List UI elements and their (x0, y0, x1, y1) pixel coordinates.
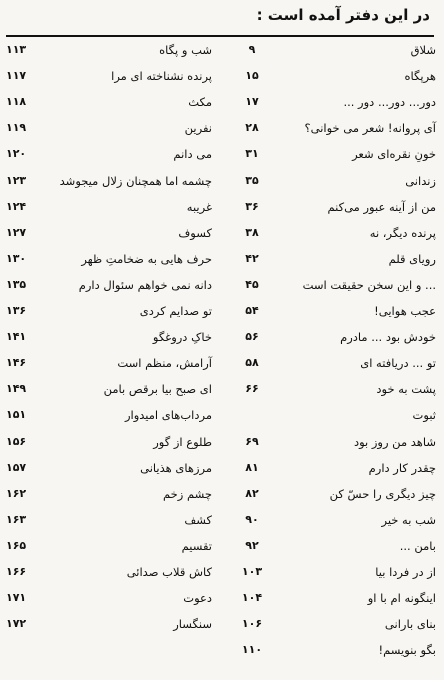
entry-title: ... و این سخن حقیقت است (302, 278, 436, 292)
entry-page-number: ۸۲ (245, 487, 259, 500)
entry-page-number: ۱۳۵ (6, 278, 27, 291)
entry-title: خونِ نقره‌ای شعر (352, 147, 436, 161)
entry-title: کاش قلاب صدائی (126, 565, 212, 579)
entry-title: تو صدایم کردی (139, 304, 212, 318)
entry-page-number: ۱۵۱ (6, 408, 27, 421)
entry-title: دعوت (183, 591, 212, 605)
contents-row (0, 116, 444, 140)
entry-title: ای صبح بیا برقص بامن (103, 382, 212, 396)
entry-title: بنای بارانی (384, 617, 436, 631)
entry-title: چشم زخم (163, 487, 212, 501)
contents-row (0, 403, 444, 427)
entry-page-number: ۱۲۷ (6, 226, 27, 239)
contents-row (0, 351, 444, 375)
entry-title: نفرین (184, 121, 212, 135)
entry-page-number: ۱۷۱ (6, 591, 27, 604)
entry-page-number: ۱۵۷ (6, 461, 27, 474)
entry-page-number: ۱۵۶ (6, 435, 27, 448)
entry-title: مرزهای هذیانی (140, 461, 212, 475)
entry-title: طلوع از گور (153, 435, 212, 449)
contents-row (0, 142, 444, 166)
entry-page-number: ۱۱۳ (6, 43, 27, 56)
entry-page-number: ۱۳۶ (6, 304, 27, 317)
page-title: در این دفتر آمده است : (256, 6, 430, 24)
entry-title: تقسیم (181, 539, 212, 553)
entry-title: من از آینه عبور می‌کنم (327, 200, 436, 214)
contents-row (0, 169, 444, 193)
contents-row (0, 64, 444, 88)
entry-title: آرامش، منظم است (117, 356, 212, 370)
entry-title: هرپگاه (404, 69, 436, 83)
entry-page-number: ۶۶ (245, 382, 259, 395)
entry-page-number: ۱۶۶ (6, 565, 27, 578)
entry-page-number: ۹۲ (245, 539, 259, 552)
contents-row (0, 534, 444, 558)
entry-page-number: ۱۰۴ (241, 591, 263, 604)
entry-title: ثبوت (412, 408, 436, 422)
entry-title: می دانم (173, 147, 212, 161)
entry-title: شب به خیر (381, 513, 436, 527)
contents-row (0, 482, 444, 506)
entry-page-number: ۶۹ (245, 435, 259, 448)
entry-title: پرنده نشناخته ای مرا (111, 69, 212, 83)
entry-title: شاهد من روز بود (353, 435, 436, 449)
entry-page-number: ۳۸ (245, 226, 259, 239)
contents-row (0, 586, 444, 610)
entry-page-number: ۹ (248, 43, 256, 56)
entry-title: بامن ... (399, 539, 436, 553)
entry-title: خودش بود ... مادرم (340, 330, 436, 344)
entry-page-number: ۵۴ (245, 304, 259, 317)
entry-page-number: ۱۱۷ (6, 69, 27, 82)
entry-page-number: ۱۷ (245, 95, 259, 108)
entry-title: مکث (188, 95, 212, 109)
entry-title: چقدر کار دارم (368, 461, 436, 475)
contents-row (0, 325, 444, 349)
contents-row (0, 612, 444, 636)
entry-title: کشف (184, 513, 212, 527)
contents-row (0, 560, 444, 584)
contents-row (0, 38, 444, 62)
entry-page-number: ۵۶ (245, 330, 259, 343)
entry-page-number: ۱۲۴ (6, 200, 27, 213)
entry-title: سنگسار (173, 617, 212, 631)
entry-title: رویای قلم (388, 252, 436, 266)
contents-row (0, 638, 444, 662)
entry-title: دانه نمی خواهم سئوال دارم (78, 278, 212, 292)
entry-page-number: ۱۴۹ (6, 382, 27, 395)
entry-title: حرف هایی به ضخامتِ ظهر (81, 252, 212, 266)
entry-page-number: ۱۱۹ (6, 121, 27, 134)
entry-title: شب و پگاه (159, 43, 212, 57)
entry-title: بگو بنویسم! (378, 643, 436, 657)
entry-page-number: ۳۵ (245, 174, 259, 187)
contents-row (0, 430, 444, 454)
entry-title: پشت به خود (376, 382, 436, 396)
entry-page-number: ۳۱ (245, 147, 259, 160)
contents-row (0, 247, 444, 271)
entry-title: خاکِ دروغگو (152, 330, 212, 344)
entry-page-number: ۴۲ (245, 252, 259, 265)
entry-title: دور... دور... دور ... (343, 95, 436, 109)
contents-row (0, 273, 444, 297)
entry-page-number: ۱۶۲ (6, 487, 27, 500)
contents-row (0, 221, 444, 245)
entry-title: از در فردا بیا (375, 565, 436, 579)
entry-page-number: ۱۳۰ (6, 252, 27, 265)
entry-page-number: ۱۱۸ (6, 95, 27, 108)
contents-row (0, 508, 444, 532)
entry-page-number: ۱۷۲ (6, 617, 27, 630)
entry-title: اینگونه ام با او (367, 591, 436, 605)
entry-title: شلاق (410, 43, 436, 57)
entry-page-number: ۹۰ (245, 513, 259, 526)
entry-page-number: ۱۰۶ (241, 617, 263, 630)
entry-title: کسوف (178, 226, 212, 240)
entry-page-number: ۸۱ (245, 461, 259, 474)
entry-page-number: ۲۸ (245, 121, 259, 134)
contents-row (0, 299, 444, 323)
entry-title: پرنده دیگر، نه (369, 226, 436, 240)
entry-page-number: ۳۶ (245, 200, 259, 213)
entry-page-number: ۱۶۳ (6, 513, 27, 526)
entry-page-number: ۱۰۳ (241, 565, 263, 578)
entry-page-number: ۱۵ (245, 69, 259, 82)
entry-page-number: ۱۱۰ (241, 643, 263, 656)
entry-title: غریبه (186, 200, 212, 214)
entry-page-number: ۱۴۱ (6, 330, 27, 343)
entry-title: زندانی (405, 174, 436, 188)
entry-page-number: ۴۵ (245, 278, 259, 291)
contents-row (0, 90, 444, 114)
entry-title: چشمه اما همچنان زلال میجوشد (59, 174, 212, 188)
entry-page-number: ۱۲۳ (6, 174, 27, 187)
entry-page-number: ۱۴۶ (6, 356, 27, 369)
entry-title: آی پروانه! شعر می خوانی؟ (304, 121, 436, 135)
contents-row (0, 377, 444, 401)
contents-row (0, 456, 444, 480)
entry-title: تو ... دریافته ای (360, 356, 436, 370)
title-divider (6, 35, 434, 37)
entry-page-number: ۵۸ (245, 356, 259, 369)
entry-page-number: ۱۶۵ (6, 539, 27, 552)
entry-title: عجب هوایی! (374, 304, 436, 318)
entry-title: چیز دیگری را حسّ کن (329, 487, 436, 501)
entry-page-number: ۱۲۰ (6, 147, 27, 160)
contents-row (0, 195, 444, 219)
entry-title: مرداب‌های امیدوار (124, 408, 212, 422)
